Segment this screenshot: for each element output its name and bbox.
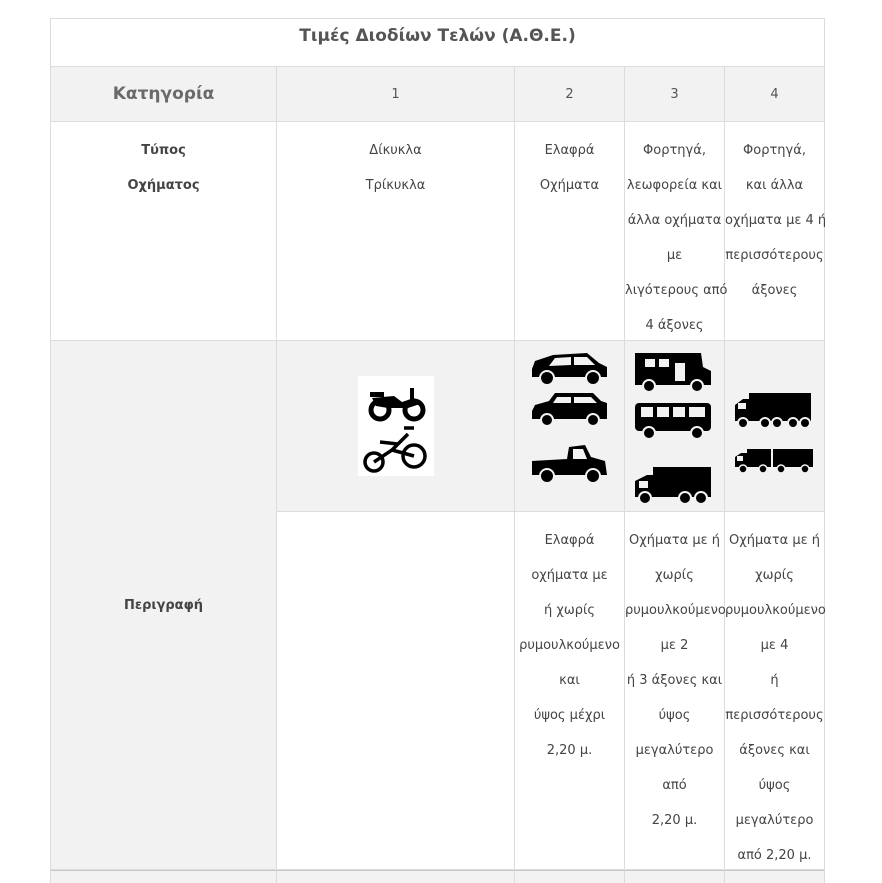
two-three-wheelers-image — [358, 376, 434, 476]
description-cell-2 — [515, 512, 625, 870]
header-category-label — [50, 67, 277, 122]
category-label: Κατηγορία — [112, 84, 215, 104]
label-line: Τύπος — [141, 143, 186, 158]
text-line: Τρίκυκλα — [365, 178, 426, 193]
type-cell-3 — [625, 122, 728, 341]
text-line: Οχήματα με ή — [628, 533, 721, 548]
pickup-icon — [532, 445, 607, 483]
type-cell-1 — [277, 122, 515, 341]
label-line: Οχήματος — [127, 178, 200, 193]
vehicle-type-label — [50, 122, 277, 341]
text-line: από 2,20 μ. — [737, 848, 812, 863]
type-cell-4 — [725, 122, 825, 341]
text-line: με — [666, 248, 683, 263]
text-line: μεγαλύτερο — [735, 813, 814, 828]
text-line: και άλλα — [745, 178, 804, 193]
description-cell-4 — [725, 512, 825, 870]
text-line: ή — [770, 673, 779, 688]
tricycle-icon — [365, 428, 425, 471]
text-line: λεωφορεία και — [626, 178, 723, 193]
text-line: με 2 — [660, 638, 689, 653]
type-cell-2 — [515, 122, 625, 341]
category-number: 2 — [565, 86, 574, 102]
text-line: λιγότερους από — [625, 283, 728, 298]
text-line: και — [559, 673, 580, 688]
header-cat-2 — [515, 67, 625, 122]
text-line: οχήματα με — [531, 568, 608, 583]
text-line: 2,20 μ. — [651, 813, 698, 828]
text-line: περισσότερους — [725, 708, 824, 723]
header-cat-1 — [277, 67, 515, 122]
text-line: ή χωρίς — [543, 603, 596, 618]
next-row-cell — [725, 870, 825, 883]
text-line: ύψος μέχρι — [533, 708, 606, 723]
text-line: ύψος — [658, 708, 691, 723]
text-line: 2,20 μ. — [546, 743, 593, 758]
text-line: άξονες και — [739, 743, 810, 758]
category-number: 4 — [770, 86, 779, 102]
text-line: χωρίς — [655, 568, 694, 583]
light-truck-icon — [635, 467, 711, 504]
description-label-cell — [50, 341, 277, 870]
suv-icon — [532, 393, 607, 426]
truck-trailer-icon — [735, 449, 813, 473]
text-line: ρυμουλκούμενο — [725, 603, 826, 618]
text-line: Οχήματα — [539, 178, 600, 193]
text-line: μεγαλύτερο — [635, 743, 714, 758]
toll-table — [50, 18, 825, 883]
description-cell-3 — [625, 512, 725, 870]
text-line: ρυμουλκούμενο — [519, 638, 620, 653]
category-number: 1 — [391, 86, 400, 102]
text-line: ή 3 άξονες και — [626, 673, 723, 688]
text-line: 4 άξονες — [645, 318, 704, 333]
description-cell-1 — [277, 512, 515, 870]
bus-icon — [635, 403, 711, 439]
car-icon — [532, 353, 607, 385]
text-line: Φορτηγά, — [743, 143, 806, 158]
text-line: άξονες — [751, 283, 798, 298]
text-line: άλλα οχήματα — [627, 213, 722, 228]
text-line: οχήματα με 4 ή — [725, 213, 827, 228]
icons-cell-2 — [515, 341, 625, 512]
text-line: από — [662, 778, 687, 793]
text-line: Ελαφρά — [544, 143, 595, 158]
header-cat-4 — [725, 67, 825, 122]
icons-cell-1 — [277, 341, 515, 512]
description-label: Περιγραφή — [123, 597, 203, 613]
next-row-cell — [50, 870, 277, 883]
category-number: 3 — [670, 86, 679, 102]
text-line: χωρίς — [755, 568, 794, 583]
next-row-cell — [625, 870, 725, 883]
text-line: ύψος — [758, 778, 791, 793]
text-line: με 4 — [760, 638, 789, 653]
next-row-cell — [515, 870, 625, 883]
next-row-cell — [277, 870, 515, 883]
text-line: περισσότερους — [725, 248, 824, 263]
rv-icon — [635, 353, 711, 392]
table-title: Τιμές Διοδίων Τελών (Α.Θ.Ε.) — [50, 18, 825, 67]
text-line: Ελαφρά — [544, 533, 595, 548]
text-line: ρυμουλκούμενο — [625, 603, 726, 618]
header-cat-3 — [625, 67, 725, 122]
heavy-truck-icon — [735, 393, 811, 428]
icons-cell-3 — [625, 341, 725, 512]
text-line: Φορτηγά, — [643, 143, 706, 158]
text-line: Οχήματα με ή — [728, 533, 821, 548]
text-line: Δίκυκλα — [369, 143, 422, 158]
icons-cell-4 — [725, 341, 825, 512]
